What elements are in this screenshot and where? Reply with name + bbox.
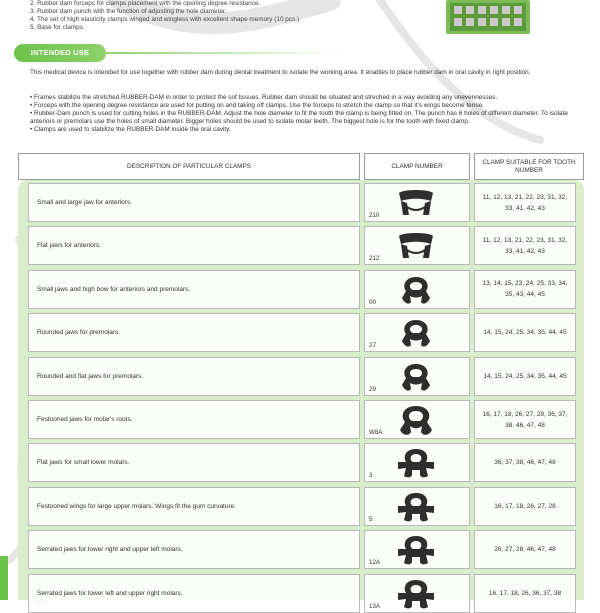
winged-clamp-icon [393, 578, 439, 611]
tooth-numbers: 14, 15, 24, 25, 34, 35, 44, 45 [474, 357, 576, 396]
table-row [28, 226, 576, 265]
header-tooth-number: CLAMP SUITABLE FOR TOOTH NUMBER [474, 153, 584, 180]
winged-clamp-icon [393, 534, 439, 567]
clamp-number: 212 [369, 255, 380, 263]
table-row [28, 443, 576, 482]
clamp-number: 13A [369, 602, 381, 610]
clamp-number: 27 [369, 342, 376, 350]
table-row [28, 574, 576, 613]
premolar-clamp-icon [393, 274, 439, 307]
clamp-description: Serrated jaws for lower right and upper left molars. [28, 530, 360, 569]
header-clamp-number: CLAMP NUMBER [364, 153, 470, 180]
list-item: 3. Rubber dam punch with the function of adjusting the hole diameter. [30, 8, 227, 15]
clamp-description: Flat jaws for small lower molars. [28, 443, 360, 482]
clamp-number: 3 [369, 472, 373, 480]
usage-bullets [30, 94, 578, 134]
tooth-numbers: 13, 14, 15, 23, 24, 25, 33, 34, 35, 43, 44, 45 [474, 270, 576, 309]
table-row [28, 400, 576, 439]
winged-clamp-icon [393, 491, 439, 524]
clamp-description: Rounded and flat jaws for premolars. [28, 357, 360, 396]
section-header [14, 44, 344, 62]
intro-paragraph: This medical device is intended for use together with rubber dam during dental treatment to isolate the working area. It enables to place rubber dam in oral cavity in right position. [30, 69, 531, 76]
list-item: 4. The set of high elasticity clamps winged and wingless with excellent shape memory (10 pcs.). [30, 16, 301, 23]
table-row [28, 270, 576, 309]
clamp-description: Festooned jaws for molar's roots. [28, 400, 360, 439]
clamp-number: 5 [369, 515, 373, 523]
clamp-number-cell [364, 530, 470, 569]
clamp-number: 210 [369, 212, 380, 219]
premolar-clamp-icon [393, 361, 439, 394]
tooth-numbers: 11, 12, 13, 21, 22, 23, 31, 32, 33, 41, 42, 43 [474, 226, 576, 265]
clamp-description: Flat jaws for anteriors. [28, 226, 360, 265]
clamp-number-cell [364, 443, 470, 482]
table-header [18, 153, 584, 180]
molar-clamp-icon [393, 404, 439, 437]
list-item: 2. Rubber dam forceps for clamps placement with the opening degree resistance. [30, 0, 261, 7]
bullet-item: • Rubber-Dam punch is used for cutting holes in the RUBBER-DAM. Adjust the hole diameter to fit the tooth the clamp is being fitted on. The punch has 6 holes of different diameter. To isolate anteriors or premolars use the holes of small diameter. Bigger holes should be used to isolate molar teeth. The biggest hole is for the tooth with fixed clamp. [30, 109, 568, 125]
tooth-numbers: 26, 27, 28, 46, 47, 48 [474, 530, 576, 569]
section-title: INTENDED USE [14, 44, 106, 62]
table-body [18, 180, 584, 610]
clamp-description: Festooned wings for large upper molars. Wings fit the gum curvature. [28, 487, 360, 526]
clamp-number: 29 [369, 385, 376, 393]
clamp-description: Rounded jaws for premolars. [28, 313, 360, 352]
tooth-numbers: 11, 12, 13, 21, 22, 23, 31, 32, 33, 41, 42, 43 [474, 183, 576, 222]
bullet-item: • Clamps are used to stabilize the RUBBER-DAM inside the oral cavity. [30, 125, 231, 133]
winged-clamp-icon [393, 447, 439, 480]
table-row [28, 183, 576, 222]
list-item: 5. Base for clamps. [30, 24, 85, 31]
clamp-number-cell [364, 574, 470, 613]
table-row [28, 530, 576, 569]
clamp-number: 12A [369, 559, 381, 567]
clamp-description: Serrated jaws for lower left and upper right molars. [28, 574, 360, 613]
premolar-clamp-icon [393, 317, 439, 350]
clamp-number-cell [364, 270, 470, 309]
header-description: DESCRIPTION OF PARTICULAR CLAMPS [18, 153, 360, 180]
table-row [28, 357, 576, 396]
clamp-number-cell [364, 400, 470, 439]
tooth-numbers: 16, 17, 18, 26, 36, 37, 38 [474, 574, 576, 613]
clamp-kit-product-image [438, 0, 534, 40]
bullet-item: • Frames stabilize the stretched RUBBER-DAM in order to protect the sof tissues. Rubber dam should be situated and streched in a way avoiding any unevennesses. [30, 94, 498, 101]
clamp-number-cell [364, 226, 470, 265]
bullet-item: • Forceps with the opening degree resistance are used for putting on and taking off clamps. Use the forceps to stretch the clamp so that it's wings become tense. [30, 101, 484, 109]
clamps-table [18, 153, 584, 610]
tooth-numbers: 16, 17, 18, 26, 27, 28, 36, 37, 38, 46, 47, 48 [474, 400, 576, 439]
clamp-number-cell [364, 183, 470, 222]
clamp-number: 00 [369, 298, 376, 306]
clamp-number-cell [364, 313, 470, 352]
section-divider [106, 52, 346, 54]
table-row [28, 313, 576, 352]
anterior-clamp-icon [393, 230, 439, 263]
tooth-numbers: 14, 15, 24, 25, 34, 35, 44, 45 [474, 313, 576, 352]
clamp-description: Small jaws and high bow for anteriors and premolars. [28, 270, 360, 309]
tooth-numbers: 36, 37, 38, 46, 47, 48 [474, 443, 576, 482]
anterior-clamp-icon [393, 187, 439, 220]
clamp-number-cell [364, 357, 470, 396]
clamp-number: W8A [369, 429, 383, 436]
table-row [28, 487, 576, 526]
package-contents-list [30, 0, 450, 32]
tooth-numbers: 16, 17, 18, 26, 27, 28 [474, 487, 576, 526]
clamp-number-cell [364, 487, 470, 526]
clamp-description: Small and large jaw for anteriors. [28, 183, 360, 222]
